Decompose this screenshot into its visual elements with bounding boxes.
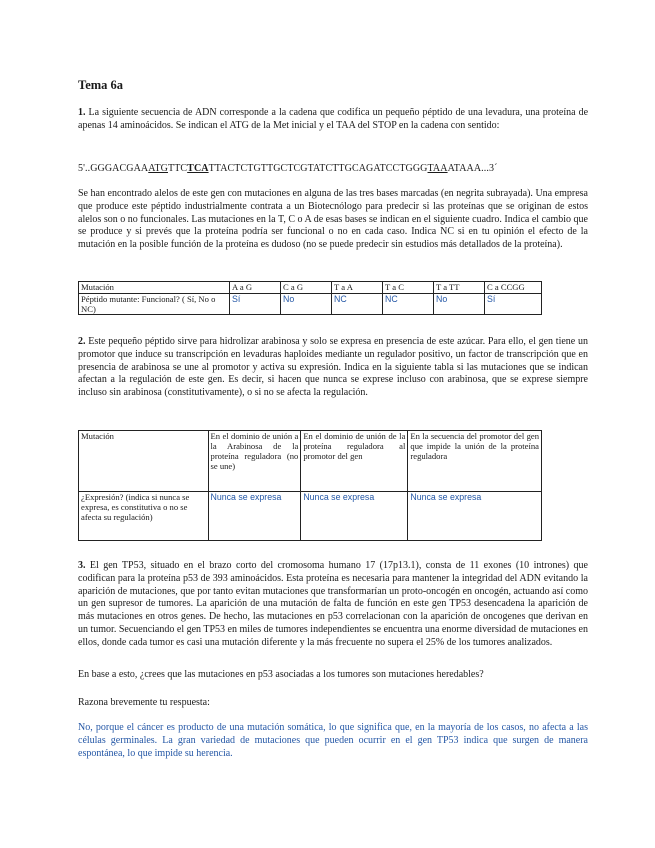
answer-cell[interactable]: NC	[332, 294, 383, 315]
q1-intro	[78, 107, 588, 133]
seq-part: TTACTCTGTTGCTCGTATCTTGCAGATCCTGGG	[208, 163, 428, 174]
q2-number: 2.	[78, 336, 86, 347]
q1-number: 1.	[78, 107, 86, 118]
table-header-cell: En la secuencia del promotor del gen que impide la unión de la proteína reguladora	[408, 431, 542, 492]
q3-answer[interactable]: No, porque el cáncer es producto de una mutación somática, lo que significa que, en la mayoría de los casos, no afecta a las células germinales. La gran variedad de mutaciones que pueden ocurrir en el gen TP53 indica que surgen de manera espontánea, lo que impide su herencia.	[78, 722, 588, 759]
table-header-cell: C a G	[281, 282, 332, 294]
table-header-cell: T a C	[383, 282, 434, 294]
table-header-cell: Mutación	[79, 431, 209, 492]
answer-cell[interactable]: No	[434, 294, 485, 315]
seq-marked-bases: TCA	[187, 163, 209, 174]
q3-body-b: Esta proteína es necesaria para mantener la integridad del ADN evitando la aparición de mutaciones, que por tanto evitan mutaciones que transformarían un proto-oncogén en oncogén, actuando así como un gen supresor de tumores. La aparición de una mutación de falta de función en este gen TP53 desencadena la aparición de más mutaciones en otros genes. De hecho, las mutaciones en p53 correlacionan con la aparición de oncogenes que derivan en un tumor. Secuenciando el gen TP53 en miles de tumores independientes se encuentra una enorme diversidad de mutaciones en ellos, donde cada tumor es casi una mutación diferente y la más frecuente no supera el 25% de los tumores analizados.	[78, 572, 588, 648]
dna-sequence	[78, 163, 588, 176]
answer-cell[interactable]: NC	[383, 294, 434, 315]
q3-question: En base a esto, ¿crees que las mutaciones en p53 asociadas a los tumores son mutaciones heredables?	[78, 669, 484, 680]
table-header-cell: C a CCGG	[485, 282, 542, 294]
page-title: Tema 6a	[78, 78, 124, 92]
table-header-cell: T a A	[332, 282, 383, 294]
answer-cell[interactable]: Sí	[230, 294, 281, 315]
q1-body: Se han encontrado alelos de este gen con mutaciones en alguna de las tres bases marcadas (en negrita subrayada). Una empresa que produce este péptido industrialmente contrata a un Biotecnólogo para predecir si las proteínas que se originan de estos alelos son o no funcionales. Las mutaciones en la T, C o A de esas bases se indican en el siguiente cuadro. Indica el cambio que se produce y si prevés que la proteína podría ser funcional o no en cada caso. Indica NC si en tu opinión el efecto de la mutación en la posible función de la proteína es dudoso (no se puede predecir sin estudios más detallados de la proteína).	[78, 188, 588, 251]
table-row	[79, 294, 542, 315]
seq-part: ATAAA...3´	[447, 163, 498, 174]
table-header-row	[79, 282, 542, 294]
q3-prompt: Razona brevemente tu respuesta:	[78, 697, 210, 708]
q3-number: 3.	[78, 560, 86, 571]
table-header-cell: T a TT	[434, 282, 485, 294]
table-header-cell: En el dominio de unión a la Arabinosa de la proteína reguladora (no se une)	[208, 431, 301, 492]
table-header-cell: A a G	[230, 282, 281, 294]
answer-cell[interactable]: No	[281, 294, 332, 315]
table-header-cell: En el dominio de unión de la proteína reguladora al promotor del gen	[301, 431, 408, 492]
table-header-row	[79, 431, 542, 492]
mutation-function-table	[78, 281, 542, 315]
table-row	[79, 492, 542, 541]
seq-start-codon: ATG	[148, 163, 168, 174]
answer-cell[interactable]: Nunca se expresa	[301, 492, 408, 541]
answer-cell[interactable]: Sí	[485, 294, 542, 315]
seq-part: TTC	[167, 163, 188, 174]
q3-body-a: El gen TP53, situado en el brazo corto del cromosoma humano 17 (17p13.1), consta de 11 exones (10 intrones) que codifican para la proteína p53 de 393 aminoácidos.	[78, 560, 588, 584]
answer-cell[interactable]: Nunca se expresa	[208, 492, 301, 541]
q2-body: Este pequeño péptido sirve para hidrolizar arabinosa y solo se expresa en presencia de este azúcar. Para ello, el gen tiene un promotor que induce su transcripción en levaduras haploides mediante un regulador positivo, un factor de transcripción que en presencia de arabinosa se une al promotor y activa su expresión. Indica en la siguiente tabla si las mutaciones que se indican afectan a la regulación de este gen. Es decir, si hacen que nunca se exprese incluso con arabinosa, que se exprese siempre incluso sin arabinosa (constitutivamente), o si no se afecta la regulación.	[78, 336, 588, 399]
q3-body-paragraph	[78, 560, 588, 650]
table-row-label: ¿Expresión? (indica si nunca se expresa, es constitutiva o no se afecta su regulación)	[79, 492, 209, 541]
answer-cell[interactable]: Nunca se expresa	[408, 492, 542, 541]
table-row-label: Péptido mutante: Funcional? ( Sí, No o NC)	[79, 294, 230, 315]
seq-part: 5'..GGGACGAA	[78, 163, 149, 174]
expression-table	[78, 430, 542, 541]
q1-intro-text: La siguiente secuencia de ADN corresponde a la cadena que codifica un pequeño péptido de una levadura, una proteína de apenas 14 aminoácidos. Se indican el ATG de la Met inicial y el TAA del STOP en la cadena con sentido:	[78, 107, 589, 131]
seq-stop-codon: TAA	[427, 163, 448, 174]
table-header-cell: Mutación	[79, 282, 230, 294]
q2-body-paragraph	[78, 336, 588, 400]
